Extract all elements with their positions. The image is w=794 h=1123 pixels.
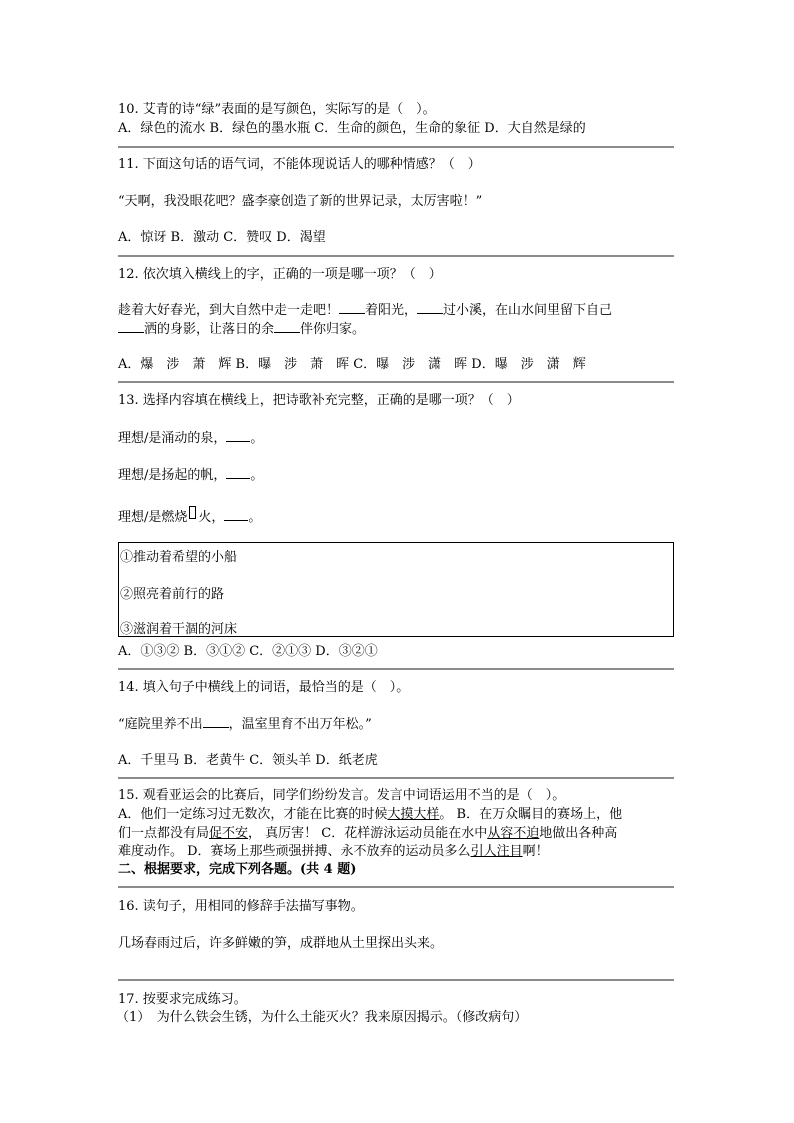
q12-line2-b: 洒的身影，让落日的余 (144, 322, 275, 337)
q13-line3: 理想/是燃烧 火， 。 (118, 506, 261, 525)
q17-sub1: （1） 为什么铁会生锈，为什么土能灭火？我来原因揭示。（修改病句） (116, 1010, 528, 1025)
q10-stem: 10. 艾青的诗“绿”表面的是写颜色，实际写的是（ ）。 (118, 102, 436, 117)
q12-line1-a: 趁着大好春光，到大自然中走一走吧！ (118, 303, 340, 318)
q13-box-item: ③滋润着干涸的河床 (120, 622, 238, 637)
q13-box-item: ①推动着希望的小船 (120, 550, 238, 565)
fill-blank (417, 301, 443, 314)
missing-glyph-icon (189, 506, 196, 519)
q12-line1-c: 过小溪，在山水间里留下自己 (443, 303, 613, 318)
fill-blank (224, 508, 248, 521)
q13-line1: 理想/是涌动的泉， 。 (118, 431, 264, 446)
divider (118, 146, 674, 148)
divider (118, 668, 674, 670)
fill-blank (203, 715, 229, 728)
fill-blank (226, 429, 250, 442)
section-heading: 二、根据要求，完成下列各题。(共 4 题) (118, 862, 357, 877)
q15-stem: 15. 观看亚运会的比赛后，同学们纷纷发言。发言中词语运用不当的是（ ）。 (118, 788, 566, 803)
q16-stem: 16. 读句子，用相同的修辞手法描写事物。 (118, 899, 364, 914)
q14-stem: 14. 填入句子中横线上的词语，最恰当的是（ ）。 (118, 680, 410, 695)
q13-line2: 理想/是扬起的帆， 。 (118, 468, 264, 483)
fill-blank (274, 320, 300, 333)
q12-line1 (118, 299, 612, 318)
q17-stem: 17. 按要求完成练习。 (118, 992, 247, 1007)
q12-stem: 12. 依次填入横线上的字，正确的一项是哪一项？（ ） (118, 267, 442, 282)
q11-quote: “天啊，我没眼花吧？盛李豪创造了新的世界记录，太厉害啦！” (118, 194, 483, 209)
q14-options: A．千里马 B．老黄牛 C．领头羊 D．纸老虎 (118, 753, 378, 768)
q15-line3: 难度动作。 D．赛场上那些顽强拼搏、永不放弃的运动员多么引人注目啊！ (118, 844, 549, 859)
q12-line2-c: 伴你归家。 (300, 322, 366, 337)
divider (118, 777, 674, 779)
q14-quote: “庭院里养不出 ，温室里育不出万年松。” (118, 717, 372, 732)
q16-sentence: 几场春雨过后，许多鲜嫩的笋，成群地从土里探出头来。 (118, 936, 444, 951)
q15-line2: 们一点都没有局促不安， 真厉害！ C．花样游泳运动员能在水中从容不迫地做出各种高 (118, 826, 618, 841)
q11-stem: 11. 下面这句话的语气词，不能体现说话人的哪种情感？（ ） (118, 157, 481, 172)
q12-line2 (118, 318, 365, 337)
q12-options: A．爆 涉 萧 辉 B．曝 涉 萧 晖 C．曝 涉 潇 晖 D．曝 涉 潇 辉 (118, 357, 586, 372)
q13-box-item: ②照亮着前行的路 (120, 587, 225, 602)
divider (118, 886, 674, 888)
q13-stem: 13. 选择内容填在横线上，把诗歌补充完整，正确的是哪一项？（ ） (118, 393, 520, 408)
fill-blank (339, 301, 365, 314)
divider (118, 381, 674, 383)
q11-options: A．惊讶 B．激动 C．赞叹 D．渴望 (118, 230, 326, 245)
q12-line1-b: 着阳光， (365, 303, 418, 318)
divider (118, 979, 674, 981)
q15-line1: A．他们一定练习过无数次，才能在比赛的时候大摸大样。 B．在万众瞩目的赛场上，他 (118, 807, 623, 822)
fill-blank (226, 466, 250, 479)
q13-options: A．①③② B．③①② C．②①③ D．③②① (118, 644, 378, 659)
q10-options: A．绿色的流水 B．绿色的墨水瓶 C．生命的颜色，生命的象征 D．大自然是绿的 (118, 121, 586, 136)
fill-blank (118, 320, 144, 333)
divider (118, 255, 674, 257)
